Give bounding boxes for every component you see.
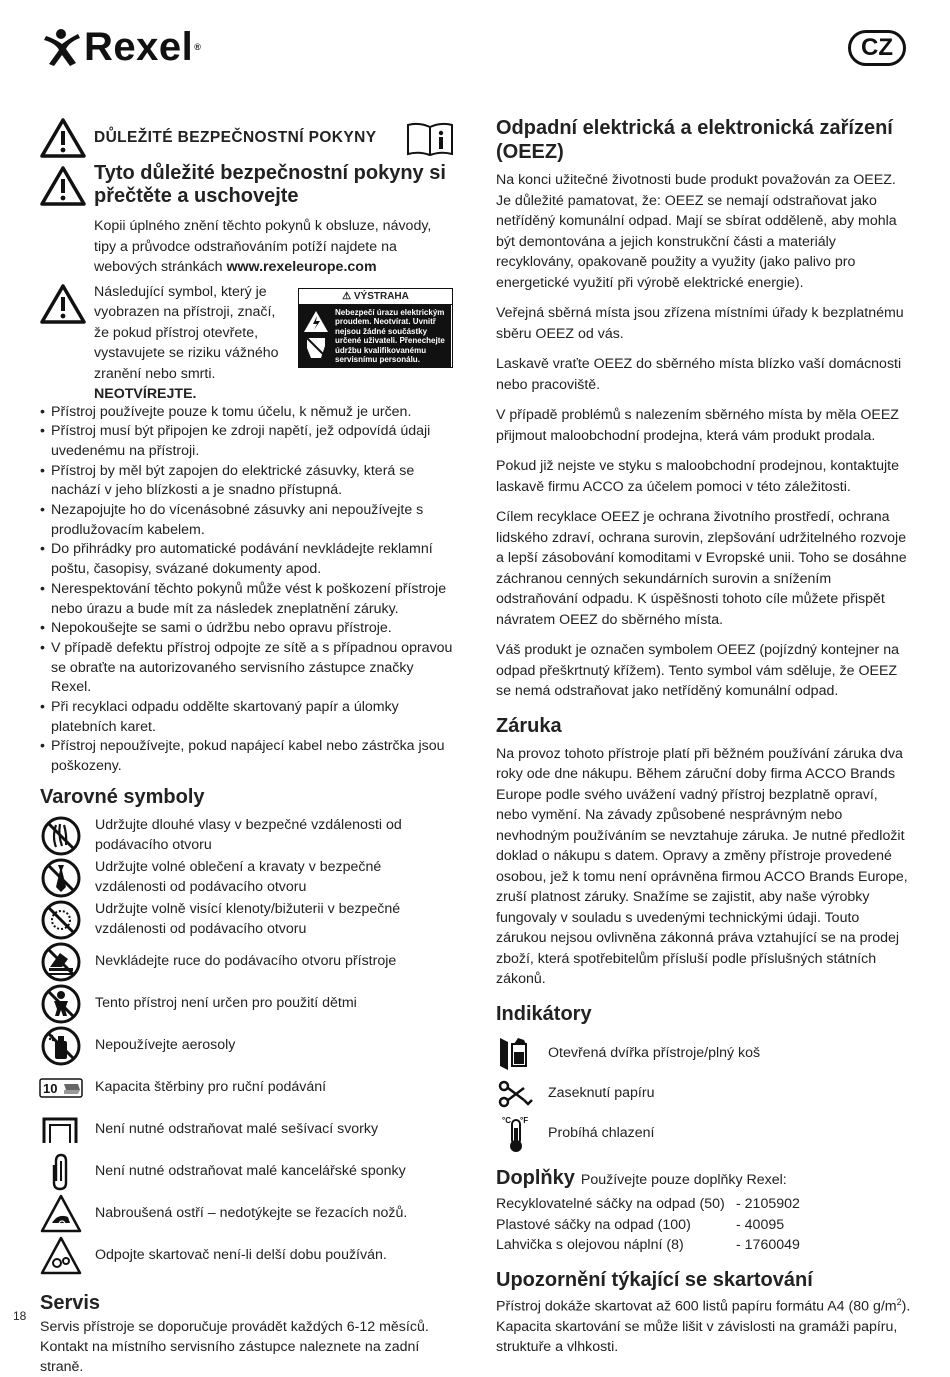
warning-symbol-row: Udržujte dlouhé vlasy v bezpečné vzdálenosti od podávacího otvoru	[40, 815, 455, 857]
safety-title: DŮLEŽITÉ BEZPEČNOSTNÍ POKYNY	[94, 129, 377, 146]
indicator-row: Otevřená dvířka přístroje/plný koš	[496, 1034, 911, 1074]
shredding-text: Přístroj dokáže skartovat až 600 listů papíru formátu A4 (80 $g/m^2$). Kapacita skartování se může lišit v závislosti na gramáži papíru, struktuře a vlhkosti.	[496, 1296, 911, 1356]
list-item: • Nerespektování těchto pokynů může vést k poškození přístroje nebo úrazu a bude mít za následek zneplatnění záruky.	[40, 580, 455, 619]
electric-shock-icon	[303, 310, 329, 360]
table-row: Lahvička s olejovou náplní (8) - 1760049	[496, 1237, 800, 1253]
list-item: • Přístroj nepoužívejte, pokud napájecí kabel nebo zástrčka jsou poškozeny.	[40, 737, 455, 776]
list-item: • Přístroj používejte pouze k tomu účelu, k němuž je určen.	[40, 403, 455, 423]
paperclip-icon	[40, 1151, 82, 1193]
warning-symbol-row: 10 Kapacita štěrbiny pro ruční podávání	[40, 1067, 455, 1109]
weee-paragraph: Laskavě vraťte OEEZ do sběrného místa blízko vaší domácnosti nebo pracoviště.	[496, 356, 902, 393]
list-item: • Přístroj musí být připojen ke zdroji napětí, jež odpovídá údaji uvedenému na přístroji.	[40, 422, 455, 461]
warning-label	[298, 288, 453, 368]
servis-text: Servis přístroje se doporučuje provádět každých 6-12 měsíců. Kontakt na místního servisního zástupce naleznete na zadní straně.	[40, 1318, 429, 1375]
paper-jam-icon	[496, 1074, 536, 1114]
warning-symbol-row: Udržujte volné oblečení a kravaty v bezpečné vzdálenosti od podávacího otvoru	[40, 857, 455, 899]
safety-subtitle: Tyto důležité bezpečnostní pokyny si přečtěte a uschovejte	[94, 162, 446, 207]
list-item: • Přístroj by měl být zapojen do elektrické zásuvky, která se nachází v jeho blízkosti a je snadno přístupná.	[40, 462, 455, 501]
list-item: • Nezapojujte ho do vícenásobné zásuvky ani nepoužívejte s prodlužovacím kabelem.	[40, 501, 455, 540]
warning-symbol-row: Není nutné odstraňovat malé kancelářské sponky	[40, 1151, 455, 1193]
rexel-logo	[40, 26, 201, 68]
accessories-heading: Doplňky	[496, 1166, 575, 1189]
warning-symbol-row: Tento přístroj není určen pro použití dětmi	[40, 983, 455, 1025]
accessories-intro: Používejte pouze doplňky Rexel:	[580, 1171, 787, 1188]
rexel-figure-icon	[40, 26, 82, 68]
weee-paragraph: Cílem recyklace OEEZ je ochrana životního prostředí, ochrana lidského zdraví, ochrana surovin, zlepšování udržitelného rozvoje a lepší zásobování komoditami v Evropské unii. Toho se dosáhne záchranou cenných sekundárních surovin a snížením odstraňování odpadu. K úspěšnosti tohoto cíle můžete přispět návratem OEEZ do sběrného místa.	[496, 509, 907, 628]
warning-symbol-row: Nabroušená ostří – nedotýkejte se řezacích nožů.	[40, 1193, 455, 1235]
servis-heading: Servis	[40, 1291, 101, 1314]
warning-symbol-row: Odpojte skartovač není-li delší dobu používán.	[40, 1235, 455, 1277]
weee-paragraph: Veřejná sběrná místa jsou zřízena místními úřady k bezplatnému sběru OEEZ od vás.	[496, 305, 904, 342]
symbol-note	[40, 282, 455, 402]
symbol-note-text: Následující symbol, který je vyobrazen na přístroji, značí, že pokud přístroj otevřete, vystavujete se riziku vážného zranění nebo smrti. NEOTVÍREJTE.	[94, 283, 279, 402]
shredding-heading: Upozornění týkající se skartování	[496, 1268, 813, 1291]
read-manual-icon	[406, 122, 454, 156]
warning-label-head: ⚠ VÝSTRAHA	[299, 289, 452, 305]
list-item: • V případě defektu přístroj odpojte ze sítě a s případnou opravou se obraťte na autorizovaného servisního zástupce značky Rexel.	[40, 639, 455, 698]
brand-name: Rexel®	[84, 25, 202, 69]
safety-subsection	[40, 162, 455, 278]
warranty-heading: Záruka	[496, 714, 562, 737]
sharp-blades-icon	[40, 1193, 82, 1235]
svg-text:°F: °F	[520, 1115, 529, 1125]
warning-symbol-row: Udržujte volně visící klenoty/bižuterii v bezpečné vzdálenosti od podávacího otvoru	[40, 899, 455, 941]
staple-icon	[40, 1109, 82, 1151]
list-item: • Do přihrádky pro automatické podávání nevkládejte reklamní poštu, časopisy, svázané dokumenty apod.	[40, 540, 455, 579]
warning-triangle-icon	[40, 284, 86, 324]
weee-paragraph: V případě problémů s nalezením sběrného místa by měla OEEZ přijmout maloobchodní prodejna, která vám produkt prodala.	[496, 407, 899, 444]
accessories-table	[496, 1194, 911, 1256]
rexel-url-link[interactable]: www.rexeleurope.com	[226, 259, 377, 275]
warning-triangle-icon	[40, 166, 86, 206]
indicators-heading: Indikátory	[496, 1002, 592, 1025]
sheet-capacity-icon	[40, 1067, 82, 1109]
weee-paragraph: Na konci užitečné životnosti bude produkt považován za OEEZ. Je důležité pamatovat, že: OEEZ se nemají odstraňovat jako netříděný komunální odpad. Mají se sbírat odděleně, aby mohla být demontována a jejich konstrukční části a materiály recyklovány, opakovaně použity a využity (jako palivo pro energetické využití při výrobě elektrické energie).	[496, 172, 897, 291]
indicator-row: Zaseknutí papíru	[496, 1074, 911, 1114]
left-column	[40, 118, 455, 1377]
weee-heading: Odpadní elektrická a elektronická zařízení (OEEZ)	[496, 117, 893, 163]
warning-symbol-row: Není nutné odstraňovat malé sešívací svorky	[40, 1109, 455, 1151]
accessories-section	[496, 1166, 911, 1191]
no-children-icon	[40, 983, 82, 1025]
warning-symbol-row: Nepoužívejte aerosoly	[40, 1025, 455, 1067]
list-item: • Při recyklaci odpadu oddělte skartovaný papír a úlomky platebních karet.	[40, 698, 455, 737]
thermometer-icon	[496, 1114, 536, 1154]
warning-symbols-heading: Varovné symboly	[40, 785, 205, 808]
warning-label-text: Nebezpečí úrazu elektrickým proudem. Neotvírat. Uvnitř nejsou žádné součástky určené uživateli. Přenechejte údržbu kvalifikovanému servisnímu personálu.	[335, 307, 445, 365]
warning-triangle-icon	[40, 118, 86, 158]
long-hair-icon	[40, 815, 82, 857]
no-aerosol-icon	[40, 1025, 82, 1067]
page-number: 18	[13, 1309, 27, 1323]
warning-symbol-row: Nevkládejte ruce do podávacího otvoru přístroje	[40, 941, 455, 983]
warranty-text: Na provoz tohoto přístroje platí při běžném používání záruka dva roky ode dne nákupu. Během záruční doby firma ACCO Brands Europe podle svého uvážení vadný přístroj bezplatně opraví, nebo vymění. Na závady způsobené nesprávným nebo nevhodným používáním se nevztahuje záruka. Je nutné předložit doklad o nákupu s datem. Opravy a změny přístroje provedené osobou, jež k tomu není oprávněna firmou ACCO Brands Europe, zruší platnost záruky. Snažíme se zajistit, aby naše výrobky fungovaly v souladu s uvedenými technickými údaji. Touto zárukou nejsou ovlivněna zákonná práva vztahující se na prodej zboží, která spotřebitelům přísluší podle příslušných státních zákonů.	[496, 745, 908, 987]
weee-paragraph: Váš produkt je označen symbolem OEEZ (pojízdný kontejner na odpad přeškrtnutý křížem). Tento symbol vám sděluje, že OEEZ se nemá odstraňovat jako netříděný komunální odpad.	[496, 642, 899, 699]
safety-header	[40, 118, 455, 158]
no-hands-icon	[40, 941, 82, 983]
indicator-row: °C °F Probíhá chlazení	[496, 1114, 911, 1154]
jewellery-icon	[40, 899, 82, 941]
indicators-list	[496, 1034, 911, 1154]
capacity-badge: 10	[43, 1080, 58, 1096]
list-item: • Nepokoušejte se sami o údržbu nebo opravu přístroje.	[40, 619, 455, 639]
table-row: Recyklovatelné sáčky na odpad (50) - 2105902	[496, 1196, 800, 1212]
language-badge: CZ	[848, 30, 906, 66]
warning-symbols-list	[40, 815, 455, 1277]
svg-text:°C: °C	[502, 1115, 511, 1125]
weee-paragraph: Pokud již nejste ve styku s maloobchodní prodejnou, kontaktujte laskavě firmu ACCO za účelem pomoci v této záležitosti.	[496, 458, 900, 495]
right-column	[496, 116, 911, 1358]
table-row: Plastové sáčky na odpad (100) - 40095	[496, 1216, 785, 1233]
safety-intro: Kopii úplného znění těchto pokynů k obsluze, návody, tipy a průvodce odstraňováním potíží najdete na webových stránkách www.rexeleurope.com	[94, 218, 432, 275]
unplug-icon	[40, 1235, 82, 1277]
warning-label-body	[299, 305, 451, 367]
tie-icon	[40, 857, 82, 899]
safety-bullet-list	[40, 403, 455, 777]
door-open-bin-full-icon	[496, 1034, 536, 1074]
